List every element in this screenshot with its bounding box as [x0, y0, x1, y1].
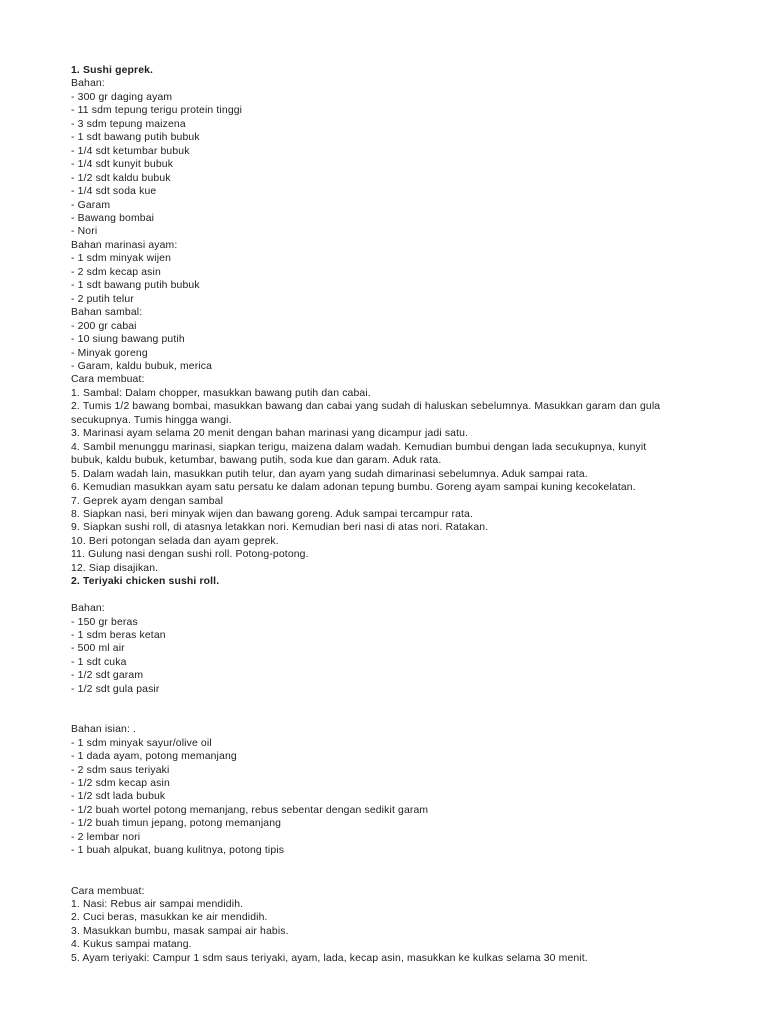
step-line: 2. Cuci beras, masukkan ke air mendidih.	[71, 912, 268, 924]
ingredient-line: - Nori	[71, 226, 98, 238]
recipe2-title: 2. Teriyaki chicken sushi roll.	[71, 576, 220, 588]
document-page	[71, 64, 731, 965]
step-line: secukupnya. Tumis hingga wangi.	[71, 414, 232, 426]
ingredient-line: - 1/4 sdt soda kue	[71, 186, 157, 198]
recipe1-title: 1. Sushi geprek.	[71, 65, 154, 76]
step-line: 7. Geprek ayam dengan sambal	[71, 495, 224, 507]
step-line: 3. Marinasi ayam selama 20 menit dengan bahan marinasi yang dicampur jadi satu.	[71, 428, 469, 440]
step-line: 12. Siap disajikan.	[71, 562, 159, 574]
blank-line	[71, 710, 731, 723]
ingredient-line: - 2 sdm saus teriyaki	[71, 764, 170, 776]
blank-line	[71, 589, 731, 602]
step-line: 10. Beri potongan selada dan ayam geprek.	[71, 535, 279, 547]
ingredient-line: - 10 siung bawang putih	[71, 334, 185, 346]
step-line: 4. Sambil menunggu marinasi, siapkan terigu, maizena dalam wadah. Kemudian bumbui dengan lada secukupnya, kunyit	[71, 441, 647, 453]
ingredient-line: - 1/2 sdt lada bubuk	[71, 791, 166, 803]
ingredient-line: - 3 sdm tepung maizena	[71, 118, 186, 130]
recipe1-marinasi-label: Bahan marinasi ayam:	[71, 239, 178, 251]
step-line: 4. Kukus sampai matang.	[71, 939, 192, 951]
step-line: bubuk, kaldu bubuk, ketumbar, bawang putih, soda kue dan garam. Aduk rata.	[71, 455, 442, 467]
ingredient-line: - 1/2 sdt garam	[71, 670, 144, 682]
recipe1-sambal-label: Bahan sambal:	[71, 307, 143, 319]
ingredient-line: - 1 dada ayam, potong memanjang	[71, 751, 237, 763]
step-line: 1. Nasi: Rebus air sampai mendidih.	[71, 899, 244, 911]
ingredient-line: - 1 sdt cuka	[71, 656, 127, 668]
ingredient-line: - 1/2 buah timun jepang, potong memanjang	[71, 818, 282, 830]
blank-line	[71, 871, 731, 884]
ingredient-line: - 1 sdm minyak wijen	[71, 253, 172, 265]
ingredient-line: - Bawang bombai	[71, 212, 155, 224]
ingredient-line: - 150 gr beras	[71, 616, 138, 628]
ingredient-line: - 11 sdm tepung terigu protein tinggi	[71, 105, 243, 117]
ingredient-line: - 1/2 sdt gula pasir	[71, 683, 160, 695]
ingredient-line: - 1/2 sdt kaldu bubuk	[71, 172, 171, 184]
recipe2-cara-label: Cara membuat:	[71, 885, 145, 897]
ingredient-line: - 1/2 sdm kecap asin	[71, 777, 170, 789]
blank-line	[71, 696, 731, 709]
recipe1-cara-label: Cara membuat:	[71, 374, 145, 386]
ingredient-line: - 1/4 sdt ketumbar bubuk	[71, 145, 190, 157]
step-line: 11. Gulung nasi dengan sushi roll. Potong-potong.	[71, 549, 309, 561]
step-line: 5. Ayam teriyaki: Campur 1 sdm saus teriyaki, ayam, lada, kecap asin, masukkan ke kulkas selama 30 menit.	[71, 952, 588, 964]
ingredient-line: - Garam, kaldu bubuk, merica	[71, 360, 213, 372]
ingredient-line: - Garam	[71, 199, 111, 211]
recipe1-bahan-label: Bahan:	[71, 78, 105, 90]
recipe2-isian-label: Bahan isian: .	[71, 724, 137, 736]
ingredient-line: - 200 gr cabai	[71, 320, 137, 332]
ingredient-line: - 1/2 buah wortel potong memanjang, rebus sebentar dengan sedikit garam	[71, 804, 429, 816]
ingredient-line: - 1 sdm beras ketan	[71, 630, 166, 642]
blank-line	[71, 858, 731, 871]
ingredient-line: - 500 ml air	[71, 643, 125, 655]
step-line: 6. Kemudian masukkan ayam satu persatu ke dalam adonan tepung bumbu. Goreng ayam sampai kuning kecokelatan.	[71, 482, 636, 494]
step-line: 3. Masukkan bumbu, masak sampai air habis.	[71, 925, 289, 937]
ingredient-line: - 2 lembar nori	[71, 831, 141, 843]
ingredient-line: - 1 sdm minyak sayur/olive oil	[71, 737, 212, 749]
ingredient-line: - 2 sdm kecap asin	[71, 266, 161, 278]
ingredient-line: - 1 sdt bawang putih bubuk	[71, 280, 200, 292]
step-line: 1. Sambal: Dalam chopper, masukkan bawang putih dan cabai.	[71, 387, 371, 399]
step-line: 2. Tumis 1/2 bawang bombai, masukkan bawang dan cabai yang sudah di haluskan sebelumnya. Masukkan garam dan gula	[71, 401, 661, 413]
ingredient-line: - Minyak goreng	[71, 347, 148, 359]
ingredient-line: - 2 putih telur	[71, 293, 134, 305]
step-line: 5. Dalam wadah lain, masukkan putih telur, dan ayam yang sudah dimarinasi sebelumnya. Aduk sampai rata.	[71, 468, 588, 480]
step-line: 8. Siapkan nasi, beri minyak wijen dan bawang goreng. Aduk sampai tercampur rata.	[71, 508, 474, 520]
ingredient-line: - 300 gr daging ayam	[71, 91, 173, 103]
ingredient-line: - 1 sdt bawang putih bubuk	[71, 132, 200, 144]
step-line: 9. Siapkan sushi roll, di atasnya letakkan nori. Kemudian beri nasi di atas nori. Ratakan.	[71, 522, 489, 534]
recipe2-bahan-label: Bahan:	[71, 603, 105, 615]
ingredient-line: - 1 buah alpukat, buang kulitnya, potong tipis	[71, 845, 285, 857]
ingredient-line: - 1/4 sdt kunyit bubuk	[71, 159, 174, 171]
